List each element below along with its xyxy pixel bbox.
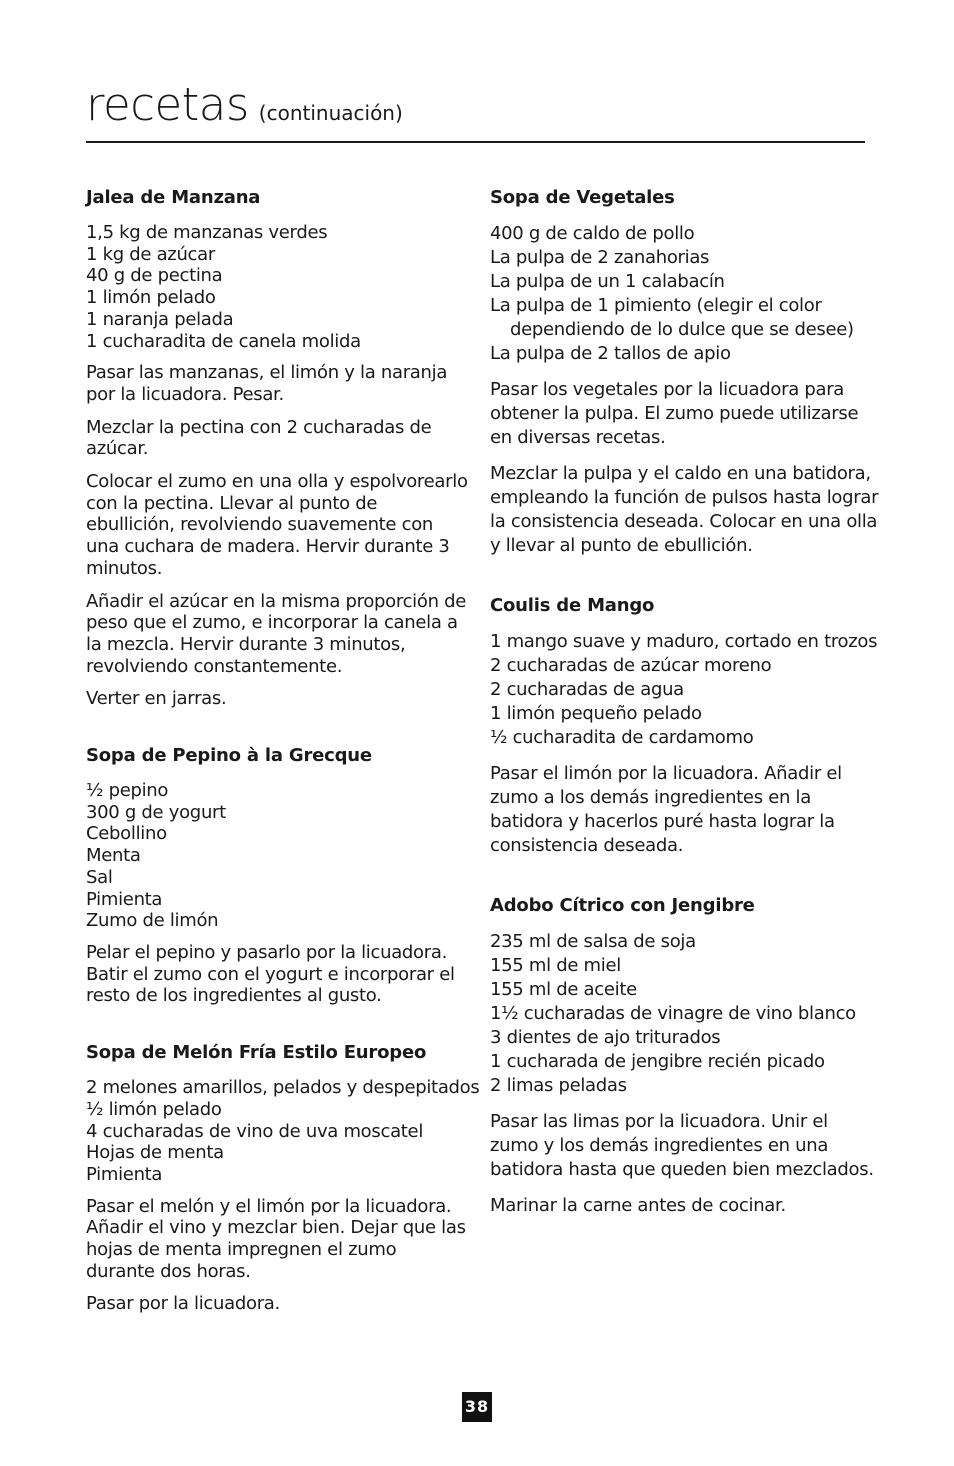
- ingredient-list: [86, 1077, 480, 1186]
- page-subtitle: (continuación): [258, 101, 403, 125]
- ingredient-item: La pulpa de 1 pimiento (elegir el color: [490, 295, 822, 316]
- step-text: Mezclar la pectina con 2 cucharadas de azúcar.: [86, 416, 432, 460]
- ingredient-item: Menta: [86, 845, 141, 867]
- ingredient-item: 400 g de caldo de pollo: [490, 223, 695, 244]
- ingredient-item: Pimienta: [86, 888, 163, 910]
- ingredient-item: La pulpa de 2 zanahorias: [490, 247, 710, 268]
- ingredient-list: [490, 222, 880, 366]
- ingredient-item: La pulpa de 2 tallos de apio: [490, 343, 731, 364]
- recipe-adobo-citrico: [490, 894, 880, 1218]
- step-text: Pasar las manzanas, el limón y la naranja por la licuadora. Pesar.: [86, 362, 448, 405]
- step-text: Pasar por la licuadora.: [86, 1293, 280, 1315]
- ingredient-item: Cebollino: [86, 823, 167, 845]
- step-text: Pasar los vegetales por la licuadora para obtener la pulpa. El zumo puede utilizarse en diversas recetas.: [490, 379, 859, 448]
- ingredient-item: 1 cucharadita de canela molida: [86, 330, 361, 352]
- ingredient-item: 2 melones amarillos, pelados y despepitados: [86, 1077, 480, 1099]
- recipe-heading: Coulis de Mango: [490, 595, 655, 616]
- ingredient-list: [490, 630, 880, 750]
- ingredient-item: 235 ml de salsa de soja: [490, 931, 696, 952]
- ingredient-item: 1 kg de azúcar: [86, 243, 215, 265]
- ingredient-item: 155 ml de miel: [490, 955, 621, 976]
- recipe-jalea-de-manzana: [86, 186, 468, 710]
- ingredient-item: ½ cucharadita de cardamomo: [490, 727, 754, 748]
- page-title: recetas: [86, 78, 249, 131]
- recipe-coulis-de-mango: [490, 594, 880, 858]
- ingredient-item: ½ pepino: [86, 780, 169, 802]
- ingredient-item: 2 limas peladas: [490, 1075, 627, 1096]
- right-column: [490, 186, 880, 1254]
- ingredient-item: 1 limón pequeño pelado: [490, 703, 702, 724]
- step-text: Verter en jarras.: [86, 688, 227, 710]
- ingredient-list: [86, 222, 468, 352]
- step-text: Colocar el zumo en una olla y espolvorearlo con la pectina. Llevar al punto de ebullición, revolviendo suavemente con una cuchara de madera. Hervir durante 3 minutos.: [86, 471, 468, 579]
- step-text: Mezclar la pulpa y el caldo en una batidora, empleando la función de pulsos hasta lograr la consistencia deseada. Colocar en una olla y llevar al punto de ebullición.: [490, 463, 879, 556]
- ingredient-item: Sal: [86, 866, 113, 888]
- step-text: Pasar el limón por la licuadora. Añadir el zumo a los demás ingredientes en la batidora y hacerlos puré hasta lograr la consistencia deseada.: [490, 763, 842, 856]
- recipe-heading: Adobo Cítrico con Jengibre: [490, 895, 755, 916]
- step-text: Pasar las limas por la licuadora. Unir el zumo y los demás ingredientes en una batidora hasta que queden bien mezclados.: [490, 1111, 874, 1180]
- ingredient-item: ½ limón pelado: [86, 1098, 222, 1120]
- page-number: 38: [462, 1392, 492, 1422]
- ingredient-item: 1,5 kg de manzanas verdes: [86, 222, 328, 243]
- left-column: [86, 186, 480, 1349]
- recipe-sopa-de-pepino: [86, 744, 468, 1007]
- step-text: Marinar la carne antes de cocinar.: [490, 1195, 786, 1216]
- ingredient-list: [490, 930, 880, 1098]
- recipe-heading: Jalea de Manzana: [86, 187, 261, 208]
- recipe-heading: Sopa de Pepino à la Grecque: [86, 745, 372, 767]
- header-rule: [86, 141, 865, 143]
- ingredient-item: 2 cucharadas de agua: [490, 679, 684, 700]
- recipe-sopa-de-vegetales: [490, 186, 880, 558]
- ingredient-item: 40 g de pectina: [86, 265, 223, 287]
- ingredient-item: La pulpa de un 1 calabacín: [490, 271, 725, 292]
- ingredient-list: [86, 780, 468, 932]
- ingredient-item: 1 naranja pelada: [86, 308, 234, 330]
- ingredient-item: 155 ml de aceite: [490, 979, 637, 1000]
- recipe-heading: Sopa de Melón Fría Estilo Europeo: [86, 1042, 427, 1064]
- ingredient-item: Hojas de menta: [86, 1142, 224, 1164]
- ingredient-item: 300 g de yogurt: [86, 801, 226, 823]
- step-text: Pelar el pepino y pasarlo por la licuadora. Batir el zumo con el yogurt e incorporar el resto de los ingredientes al gusto.: [86, 941, 455, 1007]
- ingredient-item: 1 cucharada de jengibre recién picado: [490, 1051, 825, 1072]
- ingredient-item: 1 limón pelado: [86, 287, 216, 309]
- ingredient-item: 4 cucharadas de vino de uva moscatel: [86, 1120, 424, 1142]
- recipe-heading: Sopa de Vegetales: [490, 187, 675, 208]
- recipe-sopa-de-melon: [86, 1041, 480, 1315]
- ingredient-item: Pimienta: [86, 1163, 163, 1185]
- ingredient-item: 1 mango suave y maduro, cortado en trozos: [490, 631, 878, 652]
- ingredient-item: 3 dientes de ajo triturados: [490, 1027, 721, 1048]
- page-header: [86, 80, 865, 130]
- ingredient-item: 2 cucharadas de azúcar moreno: [490, 655, 772, 676]
- ingredient-item: dependiendo de lo dulce que se desee): [510, 319, 854, 340]
- ingredient-item: 1½ cucharadas de vinagre de vino blanco: [490, 1003, 856, 1024]
- step-text: Añadir el azúcar en la misma proporción de peso que el zumo, e incorporar la canela a la mezcla. Hervir durante 3 minutos, revolviendo constantemente.: [86, 590, 467, 677]
- ingredient-item: Zumo de limón: [86, 910, 219, 932]
- step-text: Pasar el melón y el limón por la licuadora. Añadir el vino y mezclar bien. Dejar que las hojas de menta impregnen el zumo durante dos horas.: [86, 1195, 466, 1282]
